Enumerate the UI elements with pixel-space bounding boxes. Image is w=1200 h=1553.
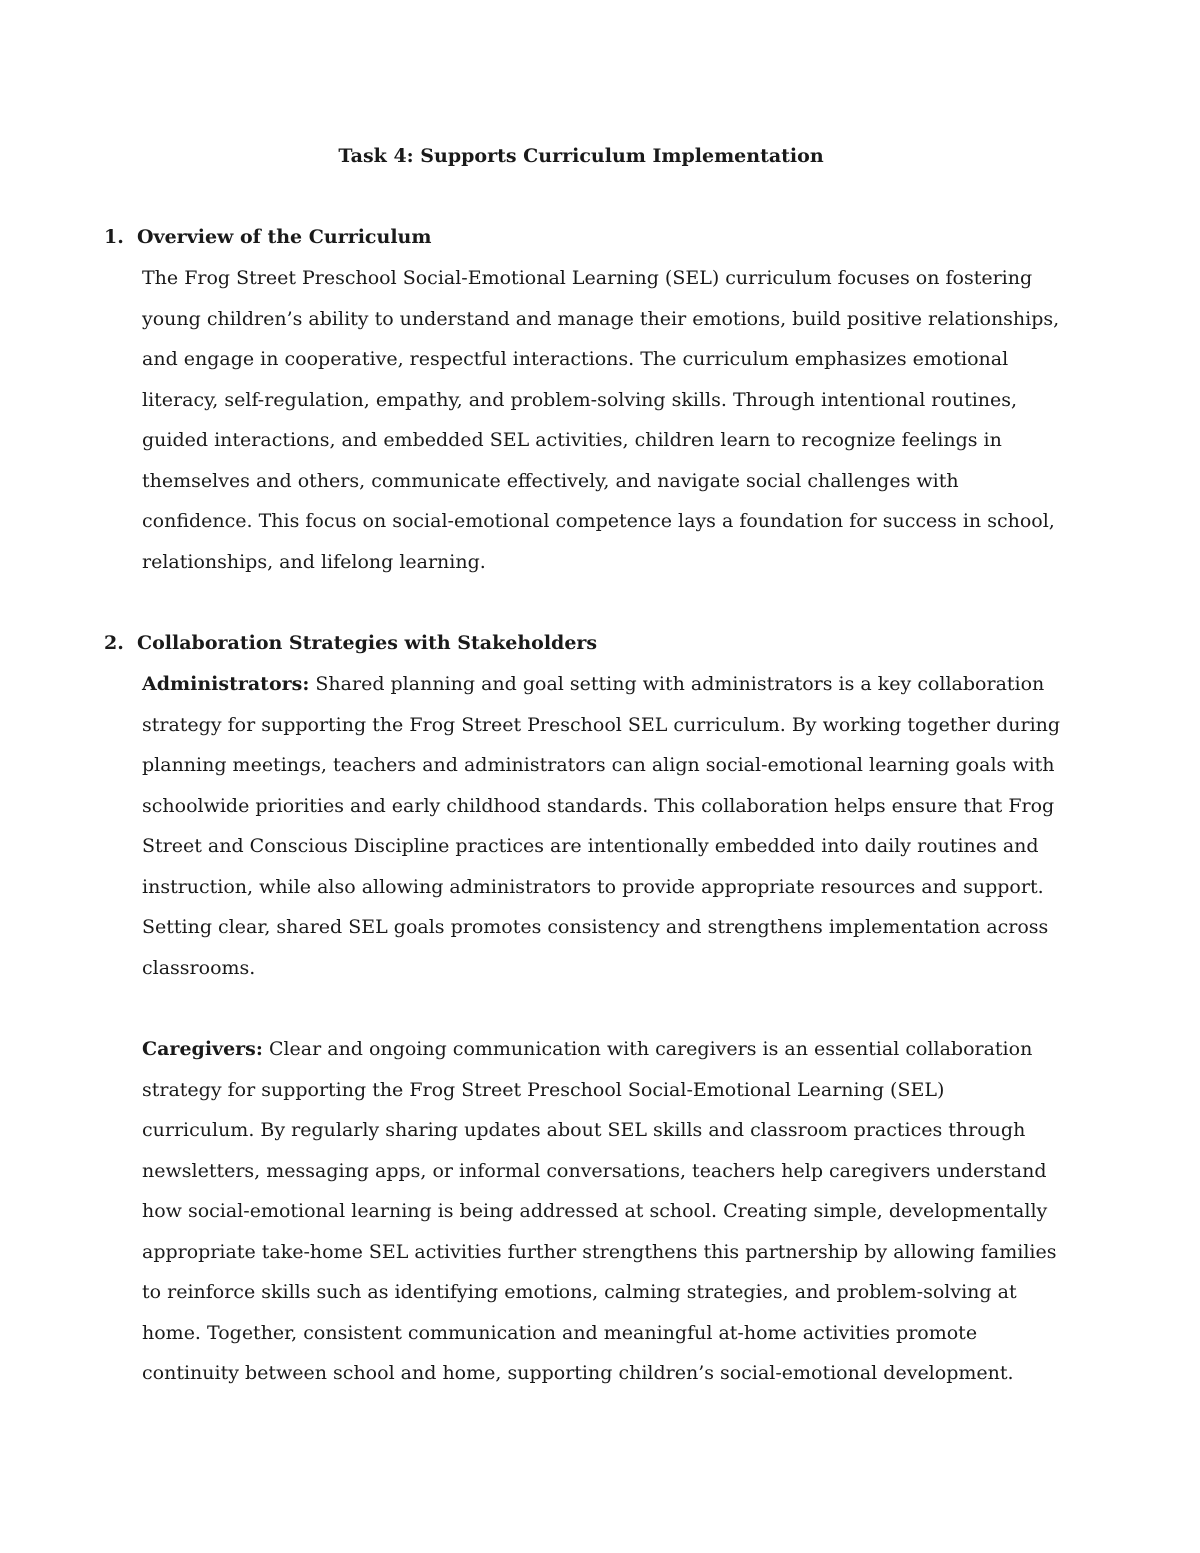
- section-heading-collaboration: [104, 629, 597, 657]
- paragraph-lead-caregivers: Caregivers:: [142, 1038, 263, 1060]
- overview-paragraph: [142, 258, 1062, 582]
- paragraph-text: Clear and ongoing communication with caregivers is an essential collaboration strategy for supporting the Frog Street Preschool Social-Emotional Learning (SEL) curriculum. By regularly sharing updates about SEL skills and classroom practices through newsletters, messaging apps, or informal conversations, teachers help caregivers understand how social-emotional learning is being addressed at school. Creating simple, developmentally appropriate take-home SEL activities further strengthens this partnership by allowing families to reinforce skills such as identifying emotions, calming strategies, and problem-solving at home. Together, consistent communication and meaningful at-home activities promote continuity between school and home, supporting children’s social-emotional development.: [142, 1038, 1057, 1384]
- section-heading-overview: [104, 223, 431, 251]
- caregivers-paragraph: [142, 1029, 1062, 1394]
- section-title: Overview of the Curriculum: [137, 226, 432, 248]
- paragraph-text: Shared planning and goal setting with administrators is a key collaboration strategy for supporting the Frog Street Preschool SEL curriculum. By working together during planning meetings, teachers and administrators can align social-emotional learning goals with schoolwide priorities and early childhood standards. This collaboration helps ensure that Frog Street and Conscious Discipline practices are intentionally embedded into daily routines and instruction, while also allowing administrators to provide appropriate resources and support. Setting clear, shared SEL goals promotes consistency and strengthens implementation across classrooms.: [142, 673, 1061, 979]
- paragraph-text: The Frog Street Preschool Social-Emotional Learning (SEL) curriculum focuses on fostering young children’s ability to understand and manage their emotions, build positive relationships, and engage in cooperative, respectful interactions. The curriculum emphasizes emotional literacy, self-regulation, empathy, and problem-solving skills. Through intentional routines, guided interactions, and embedded SEL activities, children learn to recognize feelings in themselves and others, communicate effectively, and navigate social challenges with confidence. This focus on social-emotional competence lays a foundation for success in school, relationships, and lifelong learning.: [142, 267, 1060, 573]
- section-title: Collaboration Strategies with Stakeholders: [137, 632, 598, 654]
- section-number: 2.: [104, 632, 124, 654]
- section-number: 1.: [104, 226, 124, 248]
- document-title: Task 4: Supports Curriculum Implementation: [338, 145, 824, 167]
- paragraph-lead-administrators: Administrators:: [142, 673, 310, 695]
- administrators-paragraph: [142, 664, 1062, 988]
